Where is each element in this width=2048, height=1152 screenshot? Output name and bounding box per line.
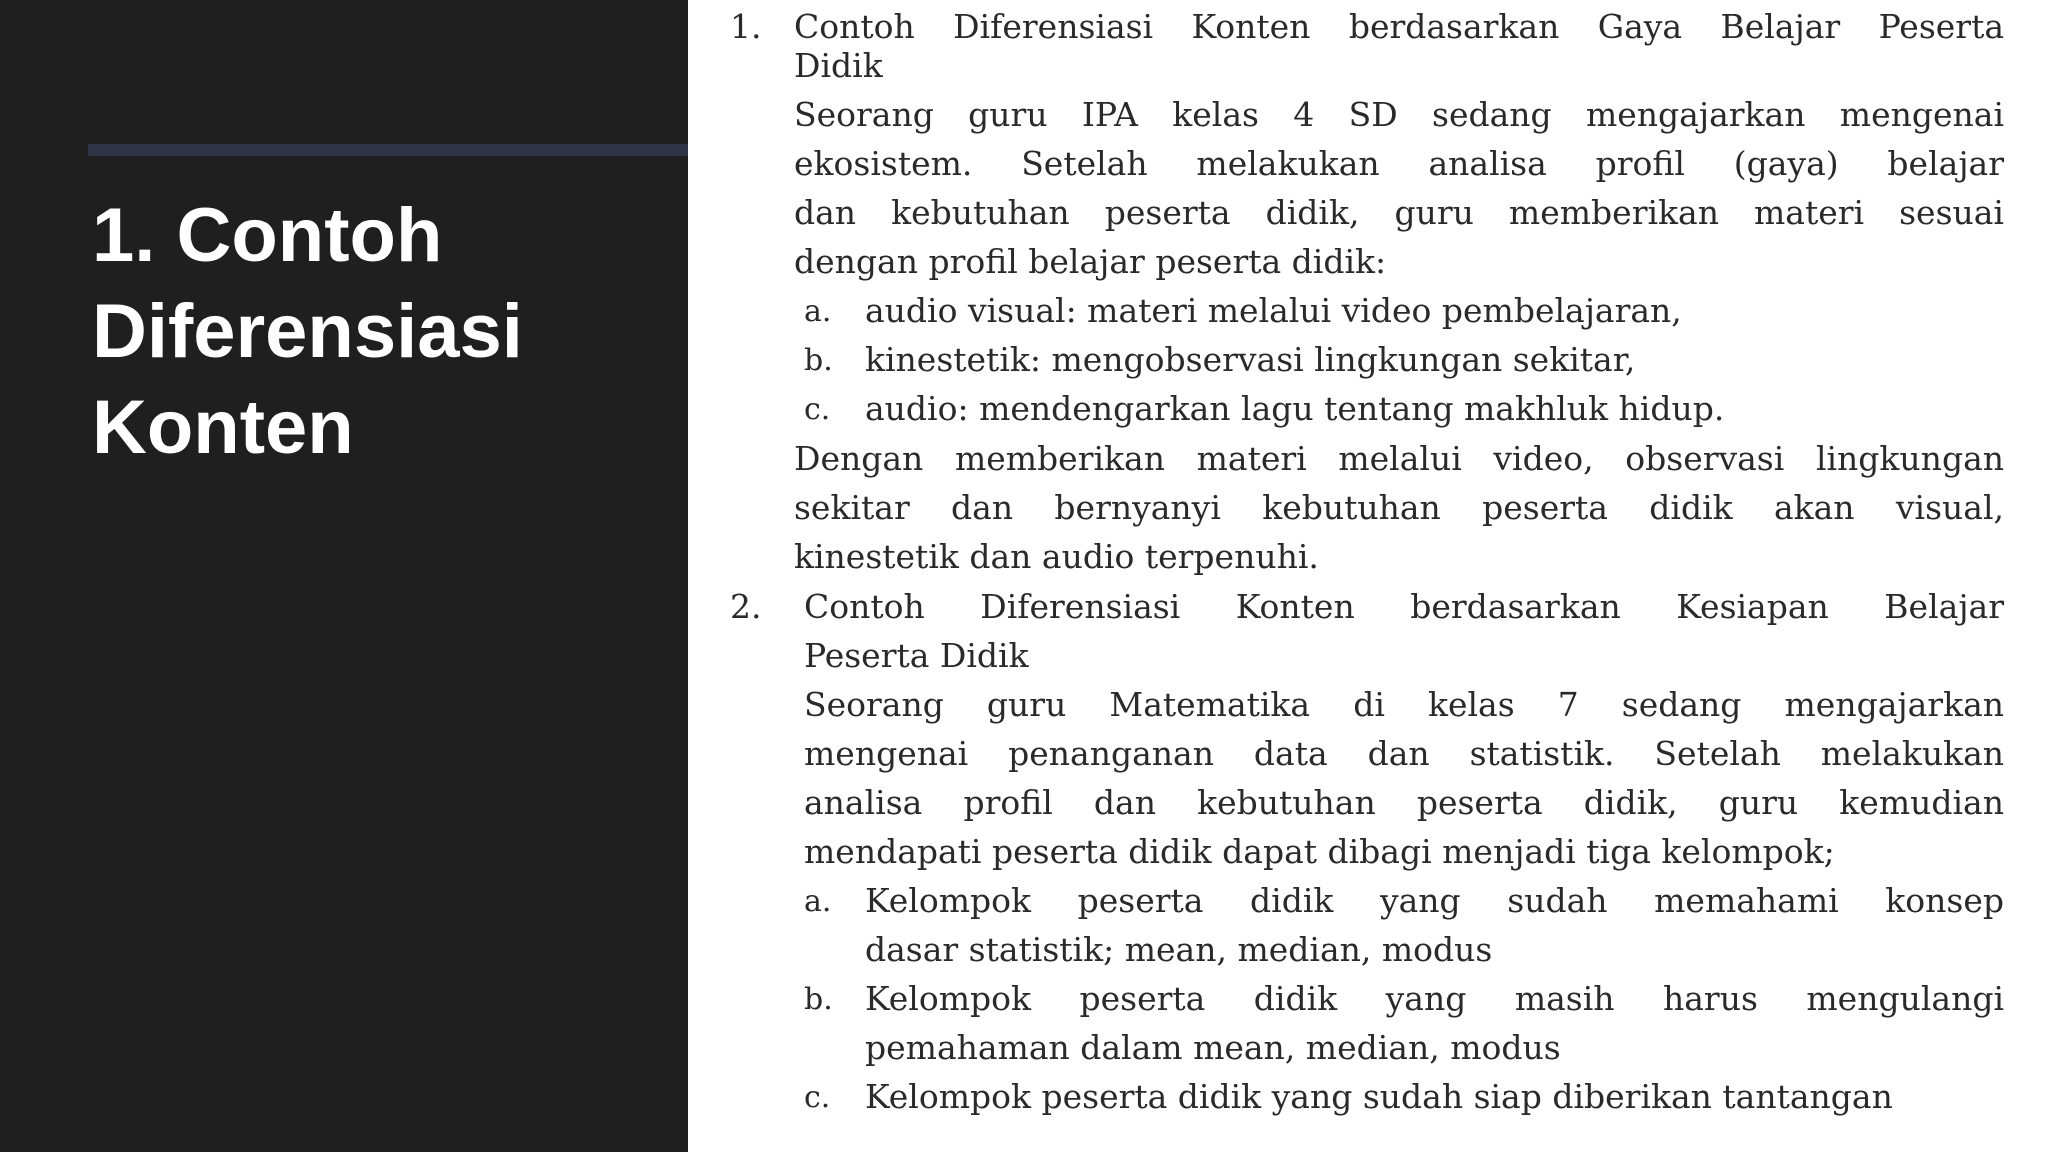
subitem-letter: b. [804, 982, 833, 1017]
slide-title-line: 1. Contoh [92, 193, 443, 278]
subitem-text: Kelompok peserta didik yang sudah siap diberikan tantangan [865, 1077, 1893, 1116]
list-number: 1. [730, 7, 762, 46]
accent-bar [88, 144, 688, 156]
subitem-letter: c. [804, 1080, 831, 1115]
item2-heading-line: Contoh Diferensiasi Konten berdasarkan Kesiapan Belajar [804, 587, 2004, 626]
slide-title-line: Konten [92, 385, 354, 470]
item1-closing-line: Dengan memberikan materi melalui video, observasi lingkungan [794, 439, 2004, 478]
slide-title [92, 188, 672, 476]
subitem-letter: a. [804, 884, 832, 919]
subitem-text: audio: mendengarkan lagu tentang makhluk hidup. [865, 389, 1725, 428]
item1-closing-line: sekitar dan bernyanyi kebutuhan peserta didik akan visual, [794, 488, 2004, 527]
subitem-text: kinestetik: mengobservasi lingkungan sekitar, [865, 340, 1636, 379]
item1-heading-line: Contoh Diferensiasi Konten berdasarkan Gaya Belajar Peserta [794, 7, 2004, 46]
list-number: 2. [730, 587, 762, 626]
subitem-letter: c. [804, 392, 831, 427]
subitem-text: pemahaman dalam mean, median, modus [865, 1028, 1561, 1067]
subitem-text: Kelompok peserta didik yang sudah memahami konsep [865, 881, 2004, 920]
subitem-text: audio visual: materi melalui video pembelajaran, [865, 291, 1682, 330]
item2-paragraph-line: mengenai penanganan data dan statistik. Setelah melakukan [804, 734, 2004, 773]
subitem-letter: a. [804, 294, 832, 329]
document-image [688, 0, 2048, 1152]
item1-paragraph-line: dengan profil belajar peserta didik: [794, 242, 1387, 281]
item1-closing-line: kinestetik dan audio terpenuhi. [794, 537, 1319, 576]
subitem-letter: b. [804, 343, 833, 378]
item2-paragraph-line: analisa profil dan kebutuhan peserta didik, guru kemudian [804, 783, 2004, 822]
slide-title-line: Diferensiasi [92, 289, 523, 374]
item2-heading-line: Peserta Didik [804, 636, 1029, 675]
item2-paragraph-line: mendapati peserta didik dapat dibagi menjadi tiga kelompok; [804, 832, 1835, 871]
subitem-text: dasar statistik; mean, median, modus [865, 930, 1493, 969]
item1-paragraph-line: Seorang guru IPA kelas 4 SD sedang mengajarkan mengenai [794, 95, 2004, 134]
subitem-text: Kelompok peserta didik yang masih harus mengulangi [865, 979, 2004, 1018]
item2-paragraph-line: Seorang guru Matematika di kelas 7 sedang mengajarkan [804, 685, 2004, 724]
item1-heading-line: Didik [794, 46, 883, 85]
item1-paragraph-line: dan kebutuhan peserta didik, guru memberikan materi sesuai [794, 193, 2004, 232]
item1-paragraph-line: ekosistem. Setelah melakukan analisa profil (gaya) belajar [794, 144, 2004, 183]
